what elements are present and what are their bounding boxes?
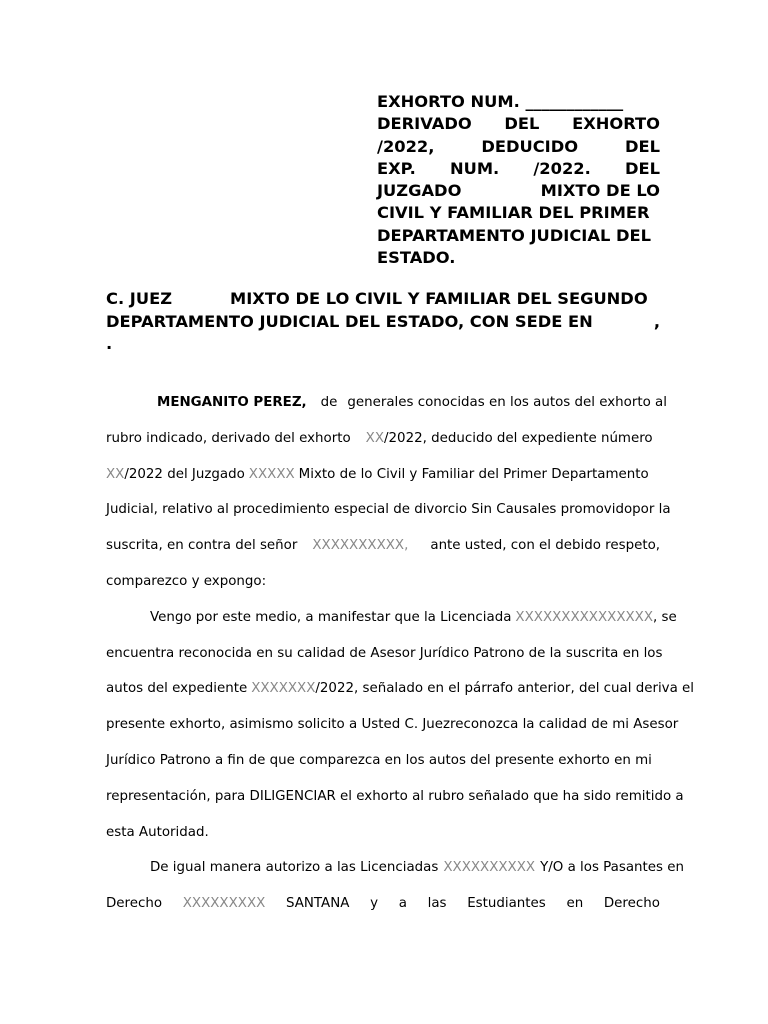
promovente-name: MENGANITO PEREZ, bbox=[157, 395, 307, 410]
body-line bbox=[106, 671, 695, 707]
body-line bbox=[106, 492, 671, 528]
header-line bbox=[377, 247, 660, 269]
exhorto-number: EXHORTO NUM. ____________ bbox=[377, 92, 624, 111]
body-text: las bbox=[427, 896, 447, 912]
body-text: suscrita, en contra del señor bbox=[106, 538, 298, 554]
body-text: presente exhorto, asimismo solicito a Usted C. Juez bbox=[106, 717, 451, 733]
header-word: EXP. bbox=[377, 158, 416, 178]
header-line bbox=[377, 136, 660, 158]
header-word: /2022, bbox=[377, 136, 435, 156]
header-word: DEL bbox=[504, 114, 540, 134]
addressee-line bbox=[106, 288, 660, 311]
addressee-court: MIXTO DE LO CIVIL Y FAMILIAR DEL SEGUNDO bbox=[230, 289, 648, 308]
addressee-dot: . bbox=[106, 334, 113, 353]
body-text: Derecho bbox=[603, 896, 660, 912]
body-text: /2022 del Juzgado bbox=[124, 466, 245, 482]
placeholder-text: XXXXX bbox=[248, 466, 295, 482]
body-text: y bbox=[370, 896, 379, 912]
placeholder-text: XXXXXXXXXX bbox=[443, 860, 536, 876]
body-line bbox=[106, 421, 660, 457]
body-line bbox=[106, 743, 660, 779]
header-line bbox=[377, 91, 660, 113]
body-text: de bbox=[320, 395, 338, 410]
body-line bbox=[106, 886, 660, 922]
body-text: reconozca la calidad de mi Asesor bbox=[450, 717, 679, 733]
body-text: De igual manera autorizo a las Licenciadas bbox=[150, 860, 439, 876]
body-text: Judicial, relativo al procedimiento especial de divorcio Sin Causales promovido bbox=[106, 502, 633, 518]
body-line bbox=[106, 385, 667, 421]
header-word: DEDUCIDO bbox=[481, 136, 579, 156]
body-text: Estudiantes bbox=[467, 896, 546, 912]
body-line bbox=[106, 850, 684, 886]
addressee-title: C. JUEZ bbox=[106, 289, 173, 308]
exhorto-header bbox=[377, 91, 660, 269]
header-word: EXHORTO bbox=[572, 114, 660, 134]
header-line bbox=[377, 113, 660, 135]
body-line bbox=[106, 636, 663, 672]
header-word: ESTADO. bbox=[377, 248, 456, 268]
body-text: en bbox=[566, 896, 584, 912]
body-text: esta Autoridad. bbox=[106, 824, 209, 840]
body-text: Jurídico Patrono a fin de que comparezca en los autos del presente exhorto en mi bbox=[106, 752, 652, 768]
header-line bbox=[377, 225, 660, 247]
body-text: /2022, deducido del expediente número bbox=[384, 430, 653, 446]
body-text: Y/O a los Pasantes en bbox=[540, 860, 684, 876]
body-text: Derecho bbox=[106, 896, 163, 912]
addressee-block bbox=[106, 288, 660, 356]
addressee-court: DEPARTAMENTO JUDICIAL DEL ESTADO, CON SEDE EN bbox=[106, 311, 593, 331]
body-text: Mixto de lo Civil y Familiar del Primer Departamento bbox=[298, 466, 649, 482]
body-text: encuentra reconocida en su calidad de Asesor Jurídico Patrono de la suscrita en los bbox=[106, 645, 663, 661]
header-word: JUZGADO bbox=[377, 181, 462, 201]
body-text: generales conocidas en los autos del exhorto al bbox=[347, 395, 667, 410]
body-text: a bbox=[398, 896, 407, 912]
body-line bbox=[106, 564, 660, 600]
header-word: DEL bbox=[624, 136, 660, 156]
body-text: representación, para DILIGENCIAR el exhorto al rubro señalado que ha sido remitido a bbox=[106, 788, 684, 804]
addressee-comma: , bbox=[653, 311, 660, 331]
header-word: DEL bbox=[624, 158, 660, 178]
body-text: comparezco y expongo: bbox=[106, 573, 267, 589]
placeholder-text: XXXXXXX bbox=[251, 681, 316, 697]
header-word: CIVIL Y FAMILIAR DEL PRIMER bbox=[377, 203, 650, 223]
header-word: MIXTO DE LO bbox=[540, 181, 660, 201]
header-word: DEPARTAMENTO JUDICIAL DEL bbox=[377, 225, 651, 245]
placeholder-text: XX bbox=[365, 430, 385, 446]
addressee-line bbox=[106, 333, 660, 356]
addressee-line bbox=[106, 311, 660, 334]
body-text: , se bbox=[653, 609, 677, 625]
header-word: NUM. bbox=[449, 158, 500, 178]
body-text: autos del expediente bbox=[106, 681, 248, 697]
header-line bbox=[377, 158, 660, 180]
placeholder-text: XX bbox=[106, 466, 125, 482]
placeholder-text: XXXXXXXXX bbox=[182, 896, 266, 912]
body-text: ante usted, con el debido respeto, bbox=[430, 538, 661, 554]
body-line bbox=[106, 707, 679, 743]
body-line bbox=[106, 528, 660, 564]
body-text: rubro indicado, derivado del exhorto bbox=[106, 430, 351, 446]
placeholder-text: XXXXXXXXXXXXXXX bbox=[515, 609, 654, 625]
body-text: por la bbox=[632, 502, 671, 518]
body-line bbox=[106, 457, 660, 493]
header-word: /2022. bbox=[533, 158, 591, 178]
body-line bbox=[106, 779, 684, 815]
header-word: DERIVADO bbox=[377, 114, 472, 134]
body-line bbox=[106, 815, 660, 851]
body-text: Vengo por este medio, a manifestar que la Licenciada bbox=[150, 609, 512, 625]
placeholder-text: XXXXXXXXXX, bbox=[312, 538, 409, 554]
body-text: SANTANA bbox=[285, 896, 350, 912]
body-text: /2022, señalado en el párrafo anterior, del cual deriva el bbox=[315, 681, 695, 697]
header-line bbox=[377, 202, 660, 224]
header-line bbox=[377, 180, 660, 202]
document-body bbox=[106, 385, 695, 922]
body-line bbox=[106, 600, 677, 636]
